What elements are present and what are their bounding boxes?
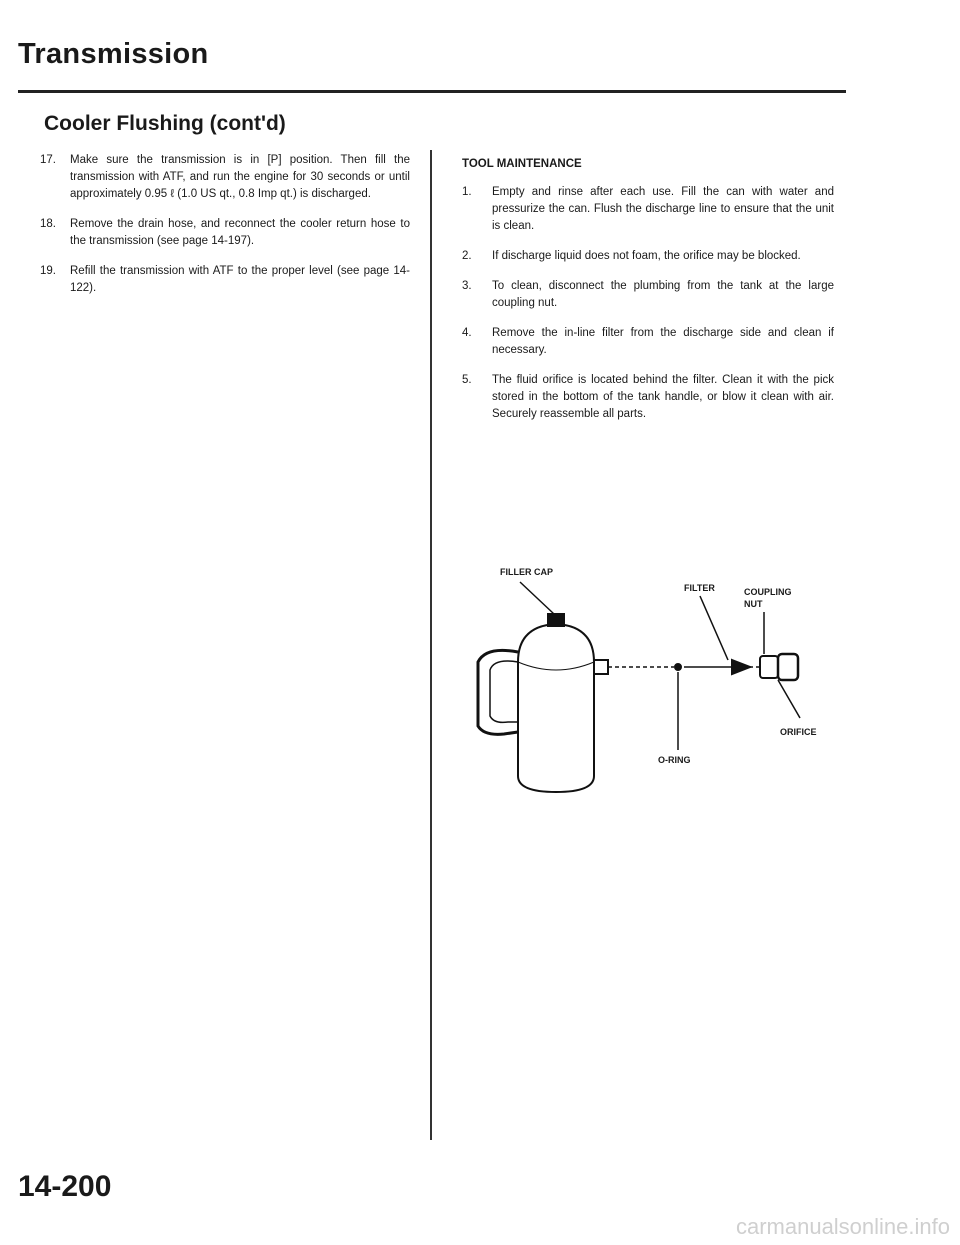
sub-title: Cooler Flushing (cont'd) [44, 112, 286, 135]
filter-leader [700, 596, 728, 660]
orifice-label: ORIFICE [780, 727, 817, 737]
step-19 [40, 263, 410, 297]
step-17 [40, 152, 410, 203]
step-text: Remove the in-line filter from the discharge side and clean if necessary. [492, 327, 834, 356]
flusher-illustration [462, 556, 852, 856]
watermark: carmanualsonline.info [735, 1214, 950, 1239]
tool-step-2 [462, 248, 834, 265]
step-text: Refill the transmission with ATF to the proper level (see page 14-122). [70, 265, 410, 294]
tool-maintenance-heading: TOOL MAINTENANCE [462, 158, 582, 170]
tool-step-4 [462, 325, 834, 359]
tool-step-1 [462, 184, 834, 235]
step-text: Empty and rinse after each use. Fill the can with water and pressurize the can. Flush the discharge line to ensure that the unit is clean. [492, 186, 834, 232]
step-number: 1. [462, 186, 472, 198]
coupling-body [778, 654, 798, 680]
page-number: 14-200 [18, 1170, 112, 1203]
step-text: If discharge liquid does not foam, the orifice may be blocked. [492, 250, 801, 262]
tool-step-3 [462, 278, 834, 312]
step-number: 5. [462, 374, 472, 386]
step-number: 19. [40, 265, 56, 277]
coupling-nut-label: COUPLING NUT [744, 587, 792, 609]
filler-cap-label: FILLER CAP [500, 567, 553, 577]
step-text: Make sure the transmission is in [P] position. Then fill the transmission with ATF, and run the engine for 30 seconds or until approximately 0.95 ℓ (1.0 US qt., 0.8 Imp qt.) is discharged. [70, 154, 410, 200]
right-column [462, 152, 834, 436]
step-text: Remove the drain hose, and reconnect the cooler return hose to the transmission (see page 14-197). [70, 218, 410, 247]
step-number: 18. [40, 218, 56, 230]
tool-step-5 [462, 372, 834, 423]
header-rule [18, 90, 846, 93]
step-number: 4. [462, 327, 472, 339]
section-title: Transmission [18, 38, 209, 70]
filler-cap-leader [520, 582, 554, 614]
step-number: 17. [40, 154, 56, 166]
filler-cap [548, 614, 564, 626]
step-text: The fluid orifice is located behind the filter. Clean it with the pick stored in the bottom of the tank handle, or blow it clean with air. Securely reassemble all parts. [492, 374, 834, 420]
tank-body [518, 624, 594, 792]
coupling-nut [760, 656, 778, 678]
orifice-leader [778, 680, 800, 718]
o-ring-mark [675, 664, 681, 670]
step-text: To clean, disconnect the plumbing from the tank at the large coupling nut. [492, 280, 834, 309]
step-18 [40, 216, 410, 250]
tank-handle-inner [490, 661, 518, 722]
step-number: 3. [462, 280, 472, 292]
filter-label: FILTER [684, 583, 715, 593]
flusher-diagram [462, 556, 852, 856]
o-ring-label: O-RING [658, 755, 691, 765]
step-number: 2. [462, 250, 472, 262]
filter-arrow-head [732, 660, 750, 674]
column-divider [430, 150, 432, 1140]
left-column [40, 152, 410, 310]
outlet-fitting [594, 660, 608, 674]
